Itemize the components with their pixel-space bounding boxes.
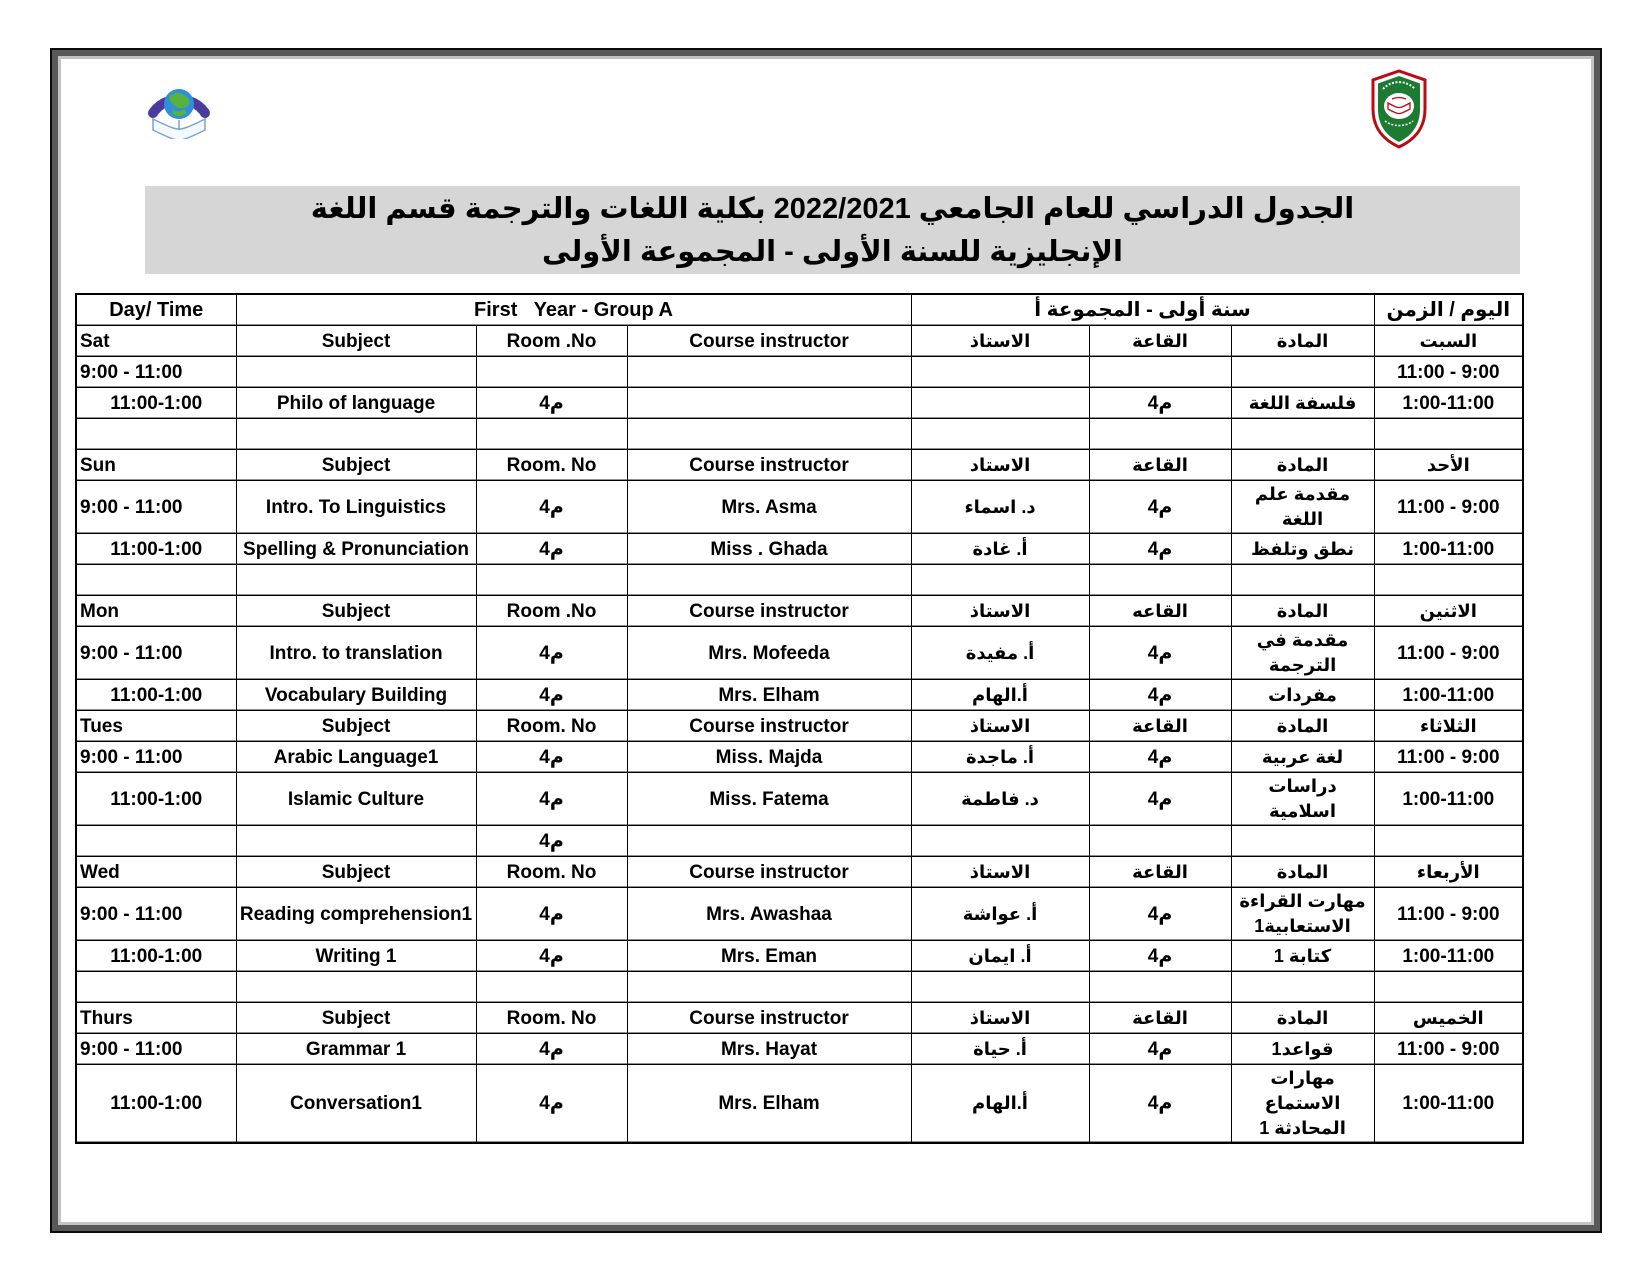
cell-time-ar: 1:00-11:00 [1374, 534, 1523, 565]
document-title [145, 186, 1520, 274]
cell-room-ar: 4م [1089, 742, 1231, 773]
cell-instructor: Mrs. Elham [627, 1065, 911, 1144]
schedule-row-sun-1 [76, 534, 1523, 565]
label-room: Room .No [476, 326, 627, 357]
label-instructor-ar: الاستاذ [911, 596, 1089, 627]
schedule-row-mon-0 [76, 627, 1523, 680]
day-label-ar: الأحد [1374, 450, 1523, 481]
cell-subject: Intro. To Linguistics [236, 481, 476, 534]
label-subject: Subject [236, 450, 476, 481]
cell-subject-ar: فلسفة اللغة [1231, 388, 1374, 419]
label-room-ar: القاعة [1089, 711, 1231, 742]
spacer-cell [1231, 972, 1374, 1003]
section-header-row-sat [76, 326, 1523, 357]
cell-instructor: Miss. Majda [627, 742, 911, 773]
day-label-en: Thurs [76, 1003, 236, 1034]
cell-room: 4م [476, 773, 627, 826]
cell-time-en: 9:00 - 11:00 [76, 742, 236, 773]
spacer-cell [76, 826, 236, 857]
label-subject-ar: المادة [1231, 711, 1374, 742]
cell-room-ar: 4م [1089, 1065, 1231, 1144]
schedule-row-sat-1 [76, 388, 1523, 419]
cell-subject: Reading comprehension1 [236, 888, 476, 941]
cell-subject-ar: لغة عربية [1231, 742, 1374, 773]
day-label-en: Sat [76, 326, 236, 357]
cell-time-ar: 1:00-11:00 [1374, 388, 1523, 419]
cell-instructor: Mrs. Asma [627, 481, 911, 534]
label-instructor: Course instructor [627, 1003, 911, 1034]
cell-room-ar: 4م [1089, 481, 1231, 534]
header-day-time: Day/ Time [76, 294, 236, 326]
cell-instructor-ar: أ.الهام [911, 680, 1089, 711]
cell-instructor: Mrs. Mofeeda [627, 627, 911, 680]
label-subject-ar: المادة [1231, 450, 1374, 481]
cell-subject-ar: مهارات الاستماع المحادثة 1 [1231, 1065, 1374, 1144]
header-group-en: First Year - Group A [236, 294, 911, 326]
day-label-ar: الأربعاء [1374, 857, 1523, 888]
cell-room-ar [1089, 357, 1231, 388]
cell-instructor-ar: د. فاطمة [911, 773, 1089, 826]
spacer-cell-room [476, 565, 627, 596]
cell-room-ar: 4م [1089, 627, 1231, 680]
label-subject: Subject [236, 596, 476, 627]
cell-instructor-ar: أ. ماجدة [911, 742, 1089, 773]
spacer-cell [236, 826, 476, 857]
label-room: Room. No [476, 450, 627, 481]
day-label-en: Wed [76, 857, 236, 888]
schedule-row-thurs-0 [76, 1034, 1523, 1065]
cell-time-en: 9:00 - 11:00 [76, 357, 236, 388]
spacer-cell [76, 565, 236, 596]
spacer-cell [1231, 826, 1374, 857]
cell-room: 4م [476, 888, 627, 941]
schedule-row-mon-1 [76, 680, 1523, 711]
cell-subject-ar: مفردات [1231, 680, 1374, 711]
label-subject-ar: المادة [1231, 1003, 1374, 1034]
label-room-ar: القاعة [1089, 326, 1231, 357]
cell-room [476, 357, 627, 388]
spacer-cell [911, 419, 1089, 450]
cell-instructor-ar: أ. حياة [911, 1034, 1089, 1065]
cell-subject: Philo of language [236, 388, 476, 419]
cell-instructor: Mrs. Elham [627, 680, 911, 711]
spacer-cell [76, 419, 236, 450]
cell-room: 4م [476, 742, 627, 773]
label-room: Room .No [476, 596, 627, 627]
spacer-row-after-sat [76, 419, 1523, 450]
label-room: Room. No [476, 711, 627, 742]
cell-instructor: Mrs. Awashaa [627, 888, 911, 941]
schedule-row-wed-0 [76, 888, 1523, 941]
page-border-middle [52, 50, 1600, 1231]
schedule-table-body [76, 294, 1523, 1143]
page-content [58, 56, 1594, 1225]
label-subject-ar: المادة [1231, 326, 1374, 357]
cell-time-ar: 11:00 - 9:00 [1374, 357, 1523, 388]
spacer-row-after-sun [76, 565, 1523, 596]
cell-room-ar: 4م [1089, 680, 1231, 711]
cell-subject: Spelling & Pronunciation [236, 534, 476, 565]
label-subject: Subject [236, 857, 476, 888]
cell-subject: Islamic Culture [236, 773, 476, 826]
spacer-cell [1089, 972, 1231, 1003]
cell-instructor-ar: د. اسماء [911, 481, 1089, 534]
cell-room-ar: 4م [1089, 888, 1231, 941]
cell-subject: Arabic Language1 [236, 742, 476, 773]
cell-subject: Intro. to translation [236, 627, 476, 680]
spacer-cell [1374, 419, 1523, 450]
cell-room: 4م [476, 680, 627, 711]
header-group-ar: سنة أولى - المجموعة أ [911, 294, 1374, 326]
label-room-ar: القاعه [1089, 596, 1231, 627]
label-instructor: Course instructor [627, 596, 911, 627]
university-globe-book-logo-icon [141, 73, 217, 144]
schedule-row-sat-0 [76, 357, 1523, 388]
cell-room: 4م [476, 1065, 627, 1144]
label-instructor: Course instructor [627, 857, 911, 888]
label-instructor-ar: الاستاذ [911, 1003, 1089, 1034]
label-subject-ar: المادة [1231, 857, 1374, 888]
spacer-cell [627, 565, 911, 596]
cell-time-en: 11:00-1:00 [76, 1065, 236, 1144]
cell-time-en: 9:00 - 11:00 [76, 627, 236, 680]
cell-instructor: Mrs. Hayat [627, 1034, 911, 1065]
cell-room-ar: 4م [1089, 773, 1231, 826]
section-header-row-wed [76, 857, 1523, 888]
cell-instructor-ar: أ.الهام [911, 1065, 1089, 1144]
spacer-cell [627, 826, 911, 857]
cell-time-ar: 11:00 - 9:00 [1374, 1034, 1523, 1065]
cell-instructor [627, 357, 911, 388]
cell-subject-ar: مقدمة علم اللغة [1231, 481, 1374, 534]
cell-subject: Writing 1 [236, 941, 476, 972]
label-instructor-ar: الاستاذ [911, 326, 1089, 357]
spacer-cell [911, 972, 1089, 1003]
title-line-2: الإنجليزية للسنة الأولى - المجموعة الأولى [542, 236, 1123, 268]
cell-room: 4م [476, 627, 627, 680]
spacer-cell [1231, 419, 1374, 450]
section-header-row-mon [76, 596, 1523, 627]
label-subject: Subject [236, 1003, 476, 1034]
schedule-row-sun-0 [76, 481, 1523, 534]
cell-subject [236, 357, 476, 388]
cell-time-en: 11:00-1:00 [76, 534, 236, 565]
label-room-ar: القاعة [1089, 1003, 1231, 1034]
cell-time-ar: 11:00 - 9:00 [1374, 481, 1523, 534]
day-label-ar: الخميس [1374, 1003, 1523, 1034]
cell-instructor-ar: أ. ايمان [911, 941, 1089, 972]
cell-subject-ar: قواعد1 [1231, 1034, 1374, 1065]
day-label-en: Mon [76, 596, 236, 627]
cell-instructor-ar [911, 388, 1089, 419]
cell-instructor-ar: أ. عواشة [911, 888, 1089, 941]
cell-time-ar: 11:00 - 9:00 [1374, 888, 1523, 941]
cell-instructor-ar [911, 357, 1089, 388]
spacer-cell [627, 972, 911, 1003]
cell-instructor: Miss. Fatema [627, 773, 911, 826]
spacer-cell [1374, 565, 1523, 596]
section-header-row-tues [76, 711, 1523, 742]
cell-subject-ar: مقدمة في الترجمة [1231, 627, 1374, 680]
cell-room: 4م [476, 1034, 627, 1065]
cell-time-ar: 1:00-11:00 [1374, 1065, 1523, 1144]
cell-time-en: 11:00-1:00 [76, 773, 236, 826]
cell-room-ar: 4م [1089, 534, 1231, 565]
cell-room-ar: 4م [1089, 941, 1231, 972]
cell-subject-ar: دراسات اسلامية [1231, 773, 1374, 826]
cell-subject-ar [1231, 357, 1374, 388]
spacer-cell [236, 565, 476, 596]
day-label-en: Sun [76, 450, 236, 481]
label-room: Room. No [476, 857, 627, 888]
cell-instructor-ar: أ. غادة [911, 534, 1089, 565]
cell-room: 4م [476, 481, 627, 534]
spacer-row-after-tues [76, 826, 1523, 857]
cell-time-ar: 11:00 - 9:00 [1374, 627, 1523, 680]
schedule-row-wed-1 [76, 941, 1523, 972]
cell-subject: Conversation1 [236, 1065, 476, 1144]
spacer-cell [236, 419, 476, 450]
cell-time-ar: 1:00-11:00 [1374, 773, 1523, 826]
label-instructor: Course instructor [627, 711, 911, 742]
cell-time-en: 11:00-1:00 [76, 388, 236, 419]
spacer-cell [76, 972, 236, 1003]
section-header-row-sun [76, 450, 1523, 481]
cell-instructor-ar: أ. مفيدة [911, 627, 1089, 680]
cell-room: 4م [476, 941, 627, 972]
cell-subject-ar: نطق وتلفظ [1231, 534, 1374, 565]
cell-subject: Grammar 1 [236, 1034, 476, 1065]
document-page [50, 48, 1602, 1233]
cell-time-en: 9:00 - 11:00 [76, 481, 236, 534]
label-room: Room. No [476, 1003, 627, 1034]
schedule-row-tues-0 [76, 742, 1523, 773]
title-line-1: الجدول الدراسي للعام الجامعي 2022/2021 بكلية اللغات والترجمة قسم اللغة [310, 193, 1355, 225]
spacer-cell-room [476, 972, 627, 1003]
label-instructor: Course instructor [627, 450, 911, 481]
label-instructor: Course instructor [627, 326, 911, 357]
cell-subject: Vocabulary Building [236, 680, 476, 711]
cell-room-ar: 4م [1089, 388, 1231, 419]
spacer-row-after-wed [76, 972, 1523, 1003]
cell-time-ar: 11:00 - 9:00 [1374, 742, 1523, 773]
cell-subject-ar: مهارت القراءة الاستعابية1 [1231, 888, 1374, 941]
cell-time-en: 9:00 - 11:00 [76, 1034, 236, 1065]
cell-subject-ar: كتابة 1 [1231, 941, 1374, 972]
schedule-row-thurs-1 [76, 1065, 1523, 1144]
cell-time-en: 11:00-1:00 [76, 941, 236, 972]
cell-instructor [627, 388, 911, 419]
day-label-ar: الثلاثاء [1374, 711, 1523, 742]
cell-time-ar: 1:00-11:00 [1374, 680, 1523, 711]
label-room-ar: القاعة [1089, 857, 1231, 888]
label-subject: Subject [236, 326, 476, 357]
schedule-table [75, 293, 1524, 1144]
label-instructor-ar: الاستاذ [911, 711, 1089, 742]
spacer-cell [1089, 565, 1231, 596]
header-day-time-ar: اليوم / الزمن [1374, 294, 1523, 326]
spacer-cell-room [476, 419, 627, 450]
cell-instructor: Mrs. Eman [627, 941, 911, 972]
cell-time-en: 9:00 - 11:00 [76, 888, 236, 941]
spacer-cell-room: 4م [476, 826, 627, 857]
spacer-cell [627, 419, 911, 450]
college-shield-crest-logo-icon [1369, 69, 1429, 154]
cell-room: 4م [476, 534, 627, 565]
day-label-ar: الاثنين [1374, 596, 1523, 627]
spacer-cell [911, 826, 1089, 857]
label-subject-ar: المادة [1231, 596, 1374, 627]
section-header-row-thurs [76, 1003, 1523, 1034]
spacer-cell [1231, 565, 1374, 596]
cell-room-ar: 4م [1089, 1034, 1231, 1065]
day-label-en: Tues [76, 711, 236, 742]
schedule-row-tues-1 [76, 773, 1523, 826]
spacer-cell [1374, 826, 1523, 857]
spacer-cell [236, 972, 476, 1003]
cell-room: 4م [476, 388, 627, 419]
label-instructor-ar: الاستاذ [911, 857, 1089, 888]
cell-time-en: 11:00-1:00 [76, 680, 236, 711]
cell-time-ar: 1:00-11:00 [1374, 941, 1523, 972]
spacer-cell [1089, 419, 1231, 450]
spacer-cell [1089, 826, 1231, 857]
label-room-ar: القاعة [1089, 450, 1231, 481]
label-instructor-ar: الاستاد [911, 450, 1089, 481]
label-subject: Subject [236, 711, 476, 742]
table-main-header-row [76, 294, 1523, 326]
day-label-ar: السبت [1374, 326, 1523, 357]
spacer-cell [911, 565, 1089, 596]
spacer-cell [1374, 972, 1523, 1003]
cell-instructor: Miss . Ghada [627, 534, 911, 565]
